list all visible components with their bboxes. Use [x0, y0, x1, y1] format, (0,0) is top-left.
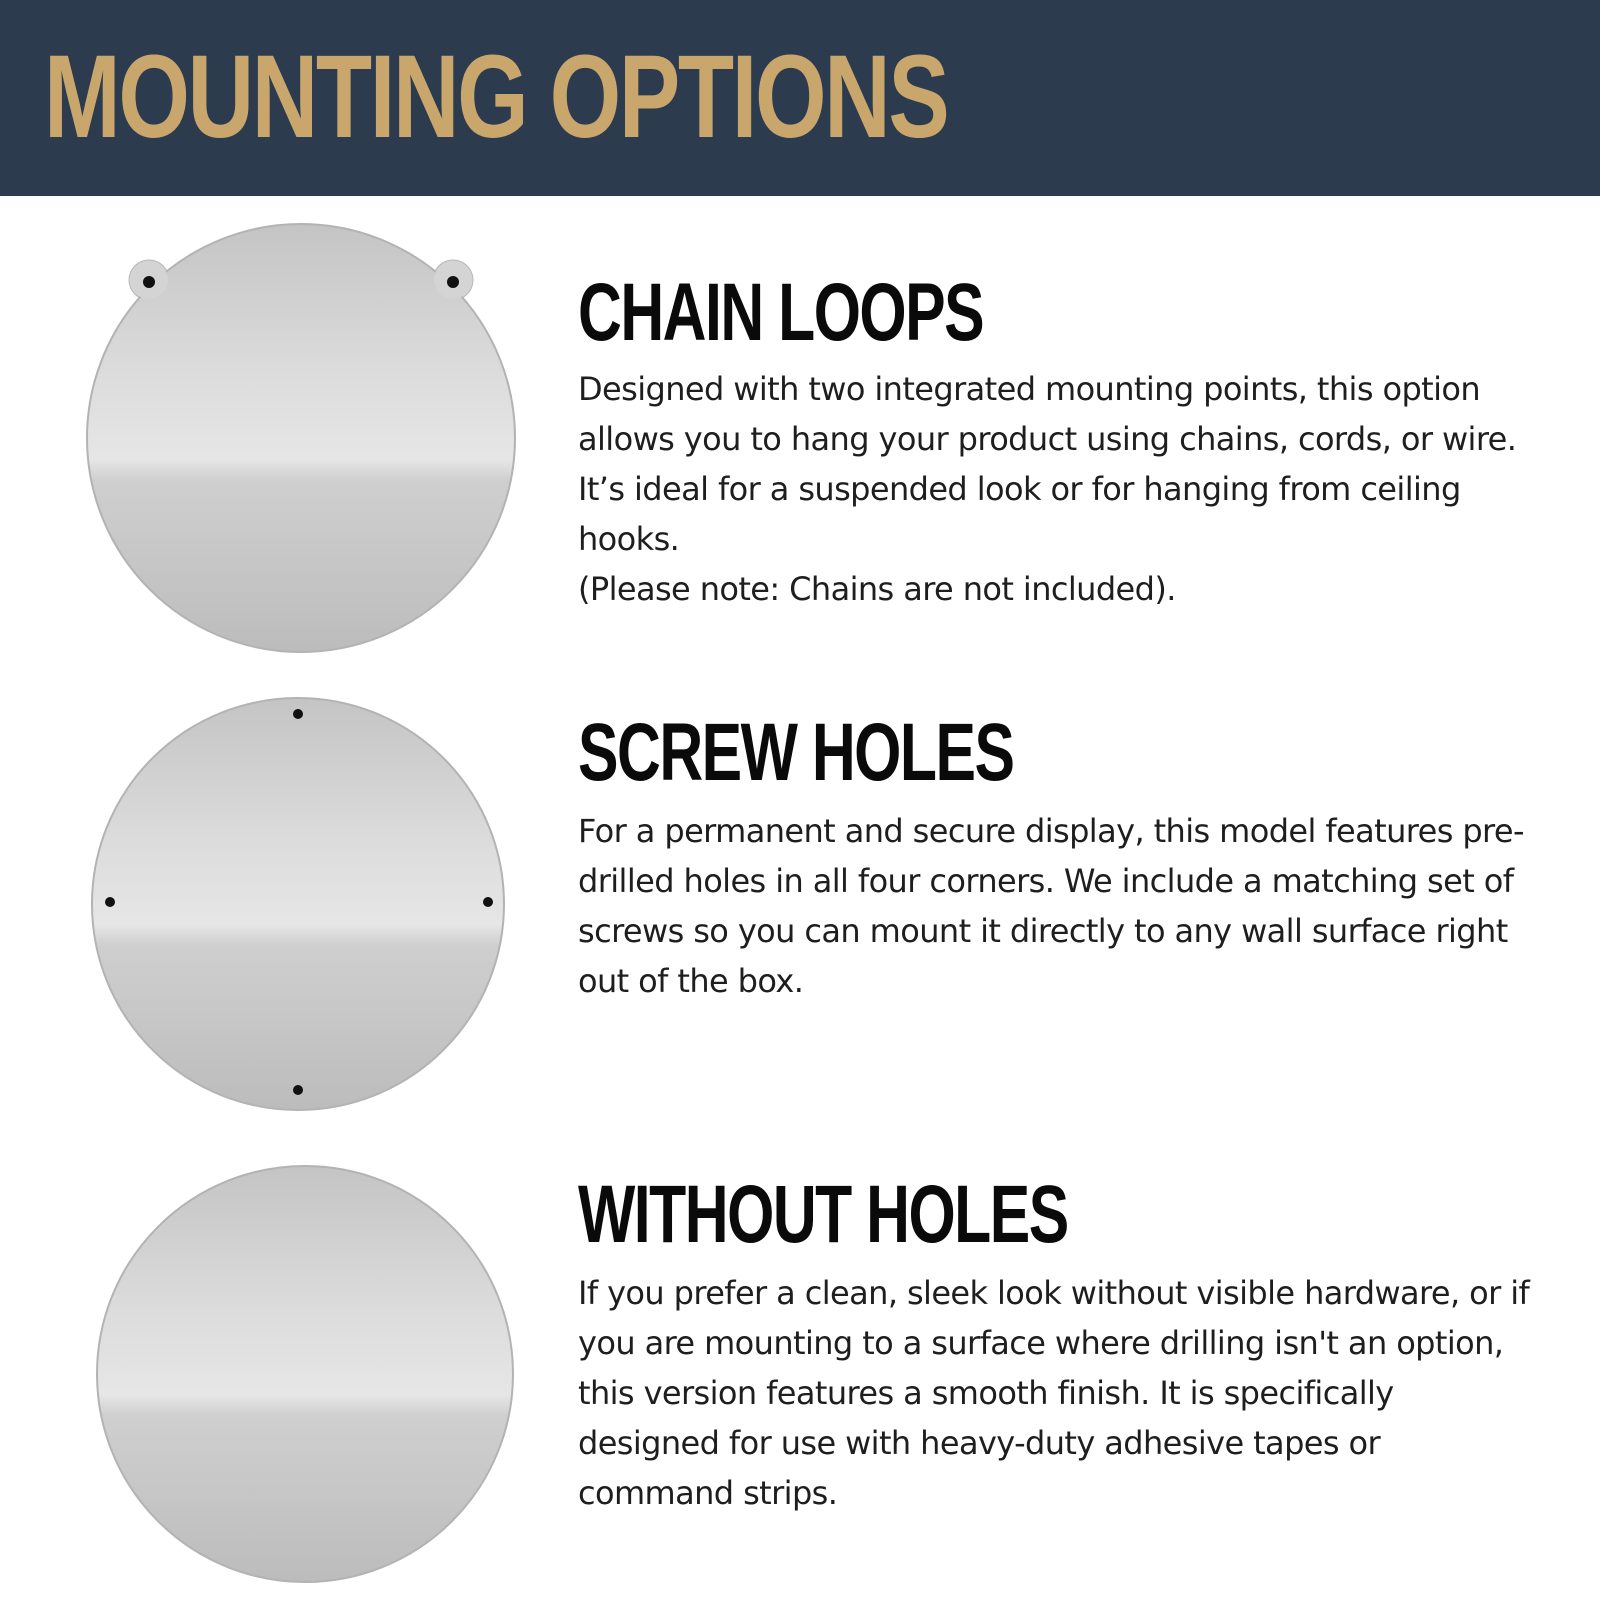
screw-hole-right [483, 897, 493, 907]
page-title: MOUNTING OPTIONS [44, 31, 948, 163]
screw-hole-bottom [293, 1085, 303, 1095]
screw-holes-mirror-image [88, 694, 508, 1114]
chain-loops-note: (Please note: Chains are not included). [578, 570, 1176, 608]
screw-hole-top [293, 709, 303, 719]
screw-holes-description: For a permanent and secure display, this model features pre-drilled holes in all four corners. We include a matching set of screws so you can mount it directly to any wall surface right out of the box. [578, 812, 1524, 1000]
chain-loop-hole-left [143, 276, 155, 288]
chain-loops-mirror-image [82, 218, 522, 658]
screw-holes-heading: SCREW HOLES [578, 707, 1014, 798]
chain-loop-hole-right [447, 276, 459, 288]
without-holes-heading: WITHOUT HOLES [578, 1169, 1068, 1260]
header-banner [0, 0, 1600, 196]
chain-loops-heading: CHAIN LOOPS [578, 267, 984, 358]
without-holes-description: If you prefer a clean, sleek look without visible hardware, or if you are mounting to a surface where drilling isn't an option, this version features a smooth finish. It is specifically designed for use with heavy-duty adhesive tapes or command strips. [578, 1274, 1530, 1512]
chain-loops-description: Designed with two integrated mounting points, this option allows you to hang your product using chains, cords, or wire. It’s ideal for a suspended look or for hanging from ceiling hooks. [578, 370, 1517, 558]
screw-hole-left [105, 897, 115, 907]
without-holes-mirror-image [93, 1162, 517, 1586]
